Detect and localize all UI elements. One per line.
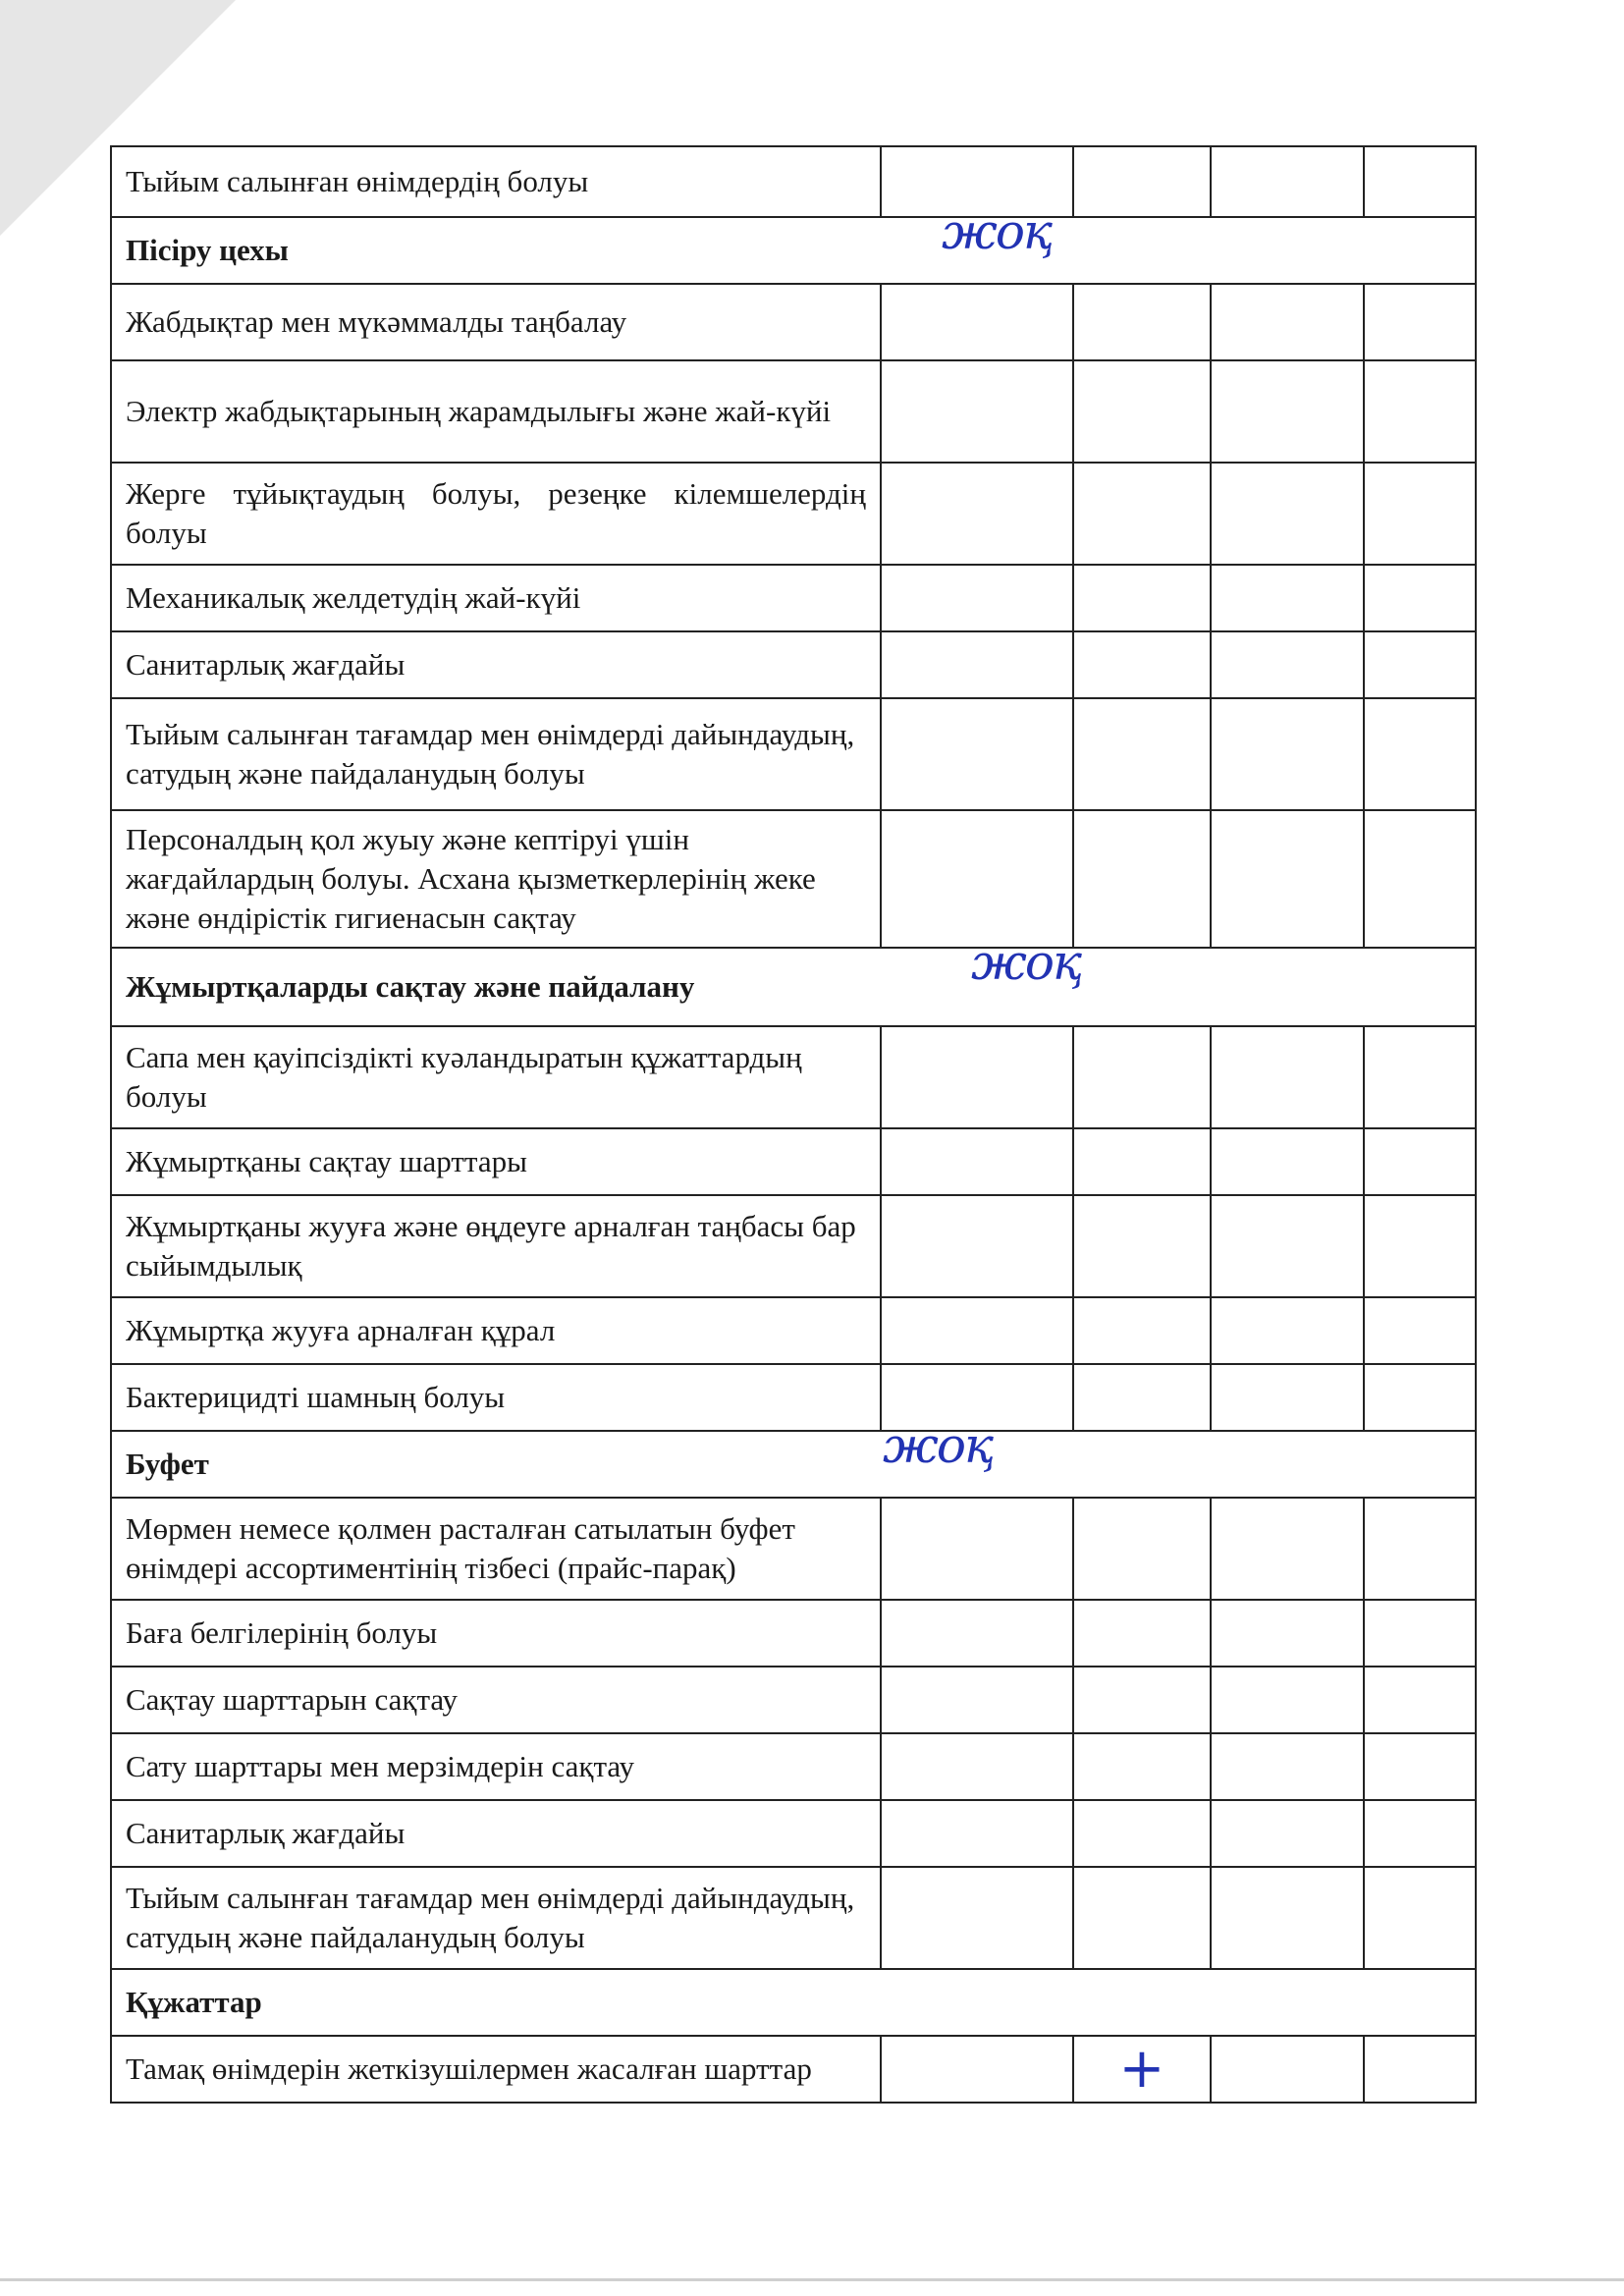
mark-cell[interactable] — [1364, 1128, 1476, 1195]
section-title: Пісіру цехы — [126, 233, 289, 267]
mark-cell[interactable] — [881, 1867, 1073, 1969]
section-title: Құжаттар — [126, 1985, 262, 2019]
criterion-cell — [111, 1800, 881, 1867]
criterion-label: Бактерицидті шамның болуы — [126, 1380, 506, 1414]
criterion-row — [111, 284, 1476, 360]
mark-cell[interactable] — [1211, 1667, 1364, 1733]
mark-cell[interactable] — [1073, 1600, 1211, 1667]
checklist-table — [110, 145, 1477, 2104]
mark-cell[interactable] — [1073, 1733, 1211, 1800]
criterion-label: Тыйым салынған тағамдар мен өнімдерді дайындаудың, сатудың және пайдаланудың болуы — [126, 717, 855, 791]
criterion-cell — [111, 1600, 881, 1667]
scan-bottom-edge — [0, 2278, 1624, 2281]
mark-cell[interactable] — [881, 360, 1073, 463]
criterion-cell — [111, 565, 881, 631]
mark-cell[interactable] — [881, 1026, 1073, 1128]
mark-cell[interactable] — [1073, 1128, 1211, 1195]
section-row — [111, 948, 1476, 1026]
mark-cell[interactable] — [1211, 631, 1364, 698]
criterion-label: Персоналдың қол жуыу және кептіруі үшін жағдайлардың болуы. Асхана қызметкерлерінің жеке және өндірістік гигиенасын сақтау — [126, 822, 816, 935]
mark-cell[interactable] — [1073, 1800, 1211, 1867]
criterion-label: Жабдықтар мен мүкәммалды таңбалау — [126, 304, 627, 339]
mark-cell[interactable] — [881, 1498, 1073, 1600]
mark-cell[interactable] — [881, 810, 1073, 948]
mark-cell[interactable] — [1364, 1026, 1476, 1128]
criterion-row — [111, 810, 1476, 948]
criterion-row — [111, 1600, 1476, 1667]
mark-cell[interactable] — [1211, 810, 1364, 948]
mark-cell[interactable] — [1211, 146, 1364, 217]
criterion-cell — [111, 1733, 881, 1800]
section-title: Буфет — [126, 1447, 209, 1481]
mark-cell[interactable] — [881, 2036, 1073, 2103]
mark-cell[interactable] — [881, 284, 1073, 360]
mark-cell[interactable] — [1211, 1600, 1364, 1667]
mark-cell[interactable] — [1211, 1733, 1364, 1800]
criterion-row — [111, 146, 1476, 217]
mark-cell[interactable] — [1073, 631, 1211, 698]
mark-cell[interactable] — [1364, 810, 1476, 948]
section-header — [111, 203, 1476, 284]
mark-cell[interactable] — [881, 565, 1073, 631]
mark-cell[interactable] — [881, 1128, 1073, 1195]
mark-cell[interactable] — [1073, 284, 1211, 360]
mark-cell[interactable] — [1364, 146, 1476, 217]
mark-cell[interactable] — [1364, 284, 1476, 360]
handwritten-note: жоқ — [942, 203, 1052, 260]
criterion-row — [111, 1800, 1476, 1867]
mark-cell[interactable] — [1073, 698, 1211, 810]
criterion-label: Механикалық желдетудің жай-күйі — [126, 580, 581, 615]
criterion-cell — [111, 698, 881, 810]
mark-cell[interactable] — [1364, 1297, 1476, 1364]
mark-cell[interactable] — [881, 1297, 1073, 1364]
criterion-label: Жұмыртқаны сақтау шарттары — [126, 1144, 527, 1178]
mark-cell[interactable] — [881, 1667, 1073, 1733]
criterion-row — [111, 1297, 1476, 1364]
mark-cell[interactable] — [881, 1800, 1073, 1867]
mark-cell[interactable] — [1211, 1800, 1364, 1867]
criterion-cell — [111, 146, 881, 217]
criterion-label: Жұмыртқа жууға арналған құрал — [126, 1313, 556, 1347]
mark-cell[interactable] — [1364, 360, 1476, 463]
mark-cell[interactable] — [1073, 146, 1211, 217]
criterion-label: Санитарлық жағдайы — [126, 647, 406, 682]
criterion-cell — [111, 1867, 881, 1969]
criterion-row — [111, 463, 1476, 565]
criterion-label: Жұмыртқаны жууға және өңдеуге арналған таңбасы бар сыйымдылық — [126, 1209, 856, 1283]
criterion-row — [111, 1867, 1476, 1969]
checklist-body — [111, 146, 1476, 2103]
criterion-label: Мөрмен немесе қолмен расталған сатылатын буфет өнімдері ассортиментінің тізбесі (прайс-парақ) — [126, 1511, 795, 1585]
criterion-label: Сату шарттары мен мерзімдерін сақтау — [126, 1749, 635, 1783]
section-row — [111, 1969, 1476, 2036]
criterion-row — [111, 360, 1476, 463]
mark-cell[interactable] — [1211, 1195, 1364, 1297]
mark-cell[interactable] — [1364, 463, 1476, 565]
mark-cell[interactable] — [1211, 698, 1364, 810]
mark-cell[interactable] — [1364, 1867, 1476, 1969]
mark-cell[interactable] — [1211, 360, 1364, 463]
criterion-label: Санитарлық жағдайы — [126, 1816, 406, 1850]
criterion-cell — [111, 2036, 881, 2103]
mark-cell[interactable] — [1073, 1867, 1211, 1969]
mark-cell[interactable] — [1364, 1498, 1476, 1600]
criterion-cell — [111, 1667, 881, 1733]
section-header — [111, 1417, 1476, 1498]
criterion-label: Тыйым салынған тағамдар мен өнімдерді дайындаудың, сатудың және пайдаланудың болуы — [126, 1881, 855, 1954]
criterion-row — [111, 1195, 1476, 1297]
mark-cell[interactable] — [1364, 1667, 1476, 1733]
mark-cell[interactable] — [1211, 463, 1364, 565]
criterion-cell — [111, 1026, 881, 1128]
section-row — [111, 217, 1476, 284]
mark-cell[interactable] — [1073, 565, 1211, 631]
mark-cell[interactable] — [1364, 1364, 1476, 1431]
mark-cell[interactable] — [1211, 1128, 1364, 1195]
criterion-row — [111, 565, 1476, 631]
mark-cell[interactable] — [1073, 1667, 1211, 1733]
mark-cell[interactable] — [1073, 2036, 1211, 2103]
mark-cell[interactable] — [1211, 1297, 1364, 1364]
criterion-row — [111, 1498, 1476, 1600]
mark-cell[interactable] — [1073, 463, 1211, 565]
criterion-cell — [111, 284, 881, 360]
section-header — [111, 934, 1476, 1026]
mark-cell[interactable] — [1364, 698, 1476, 810]
mark-cell[interactable] — [1211, 2036, 1364, 2103]
criterion-label: Жерге тұйықтаудың болуы, резеңке кілемшелердің болуы — [126, 476, 866, 550]
criterion-row — [111, 1128, 1476, 1195]
checklist-sheet — [110, 145, 1475, 2104]
mark-cell[interactable] — [881, 1733, 1073, 1800]
mark-cell[interactable] — [881, 1195, 1073, 1297]
mark-cell[interactable] — [1364, 1800, 1476, 1867]
mark-cell[interactable] — [1073, 360, 1211, 463]
mark-cell[interactable] — [1364, 2036, 1476, 2103]
criterion-cell — [111, 631, 881, 698]
criterion-label: Электр жабдықтарының жарамдылығы және жай-күйі — [126, 394, 832, 428]
handwritten-note: жоқ — [971, 934, 1081, 991]
criterion-label: Баға белгілерінің болуы — [126, 1615, 438, 1650]
mark-cell[interactable] — [881, 631, 1073, 698]
handwritten-plus-mark: + — [1118, 2037, 1165, 2101]
section-title: Жұмыртқаларды сақтау және пайдалану — [126, 969, 695, 1004]
mark-cell[interactable] — [1073, 1195, 1211, 1297]
criterion-row — [111, 631, 1476, 698]
criterion-row — [111, 1364, 1476, 1431]
criterion-cell — [111, 1364, 881, 1431]
mark-cell[interactable] — [1073, 1297, 1211, 1364]
mark-cell[interactable] — [881, 1600, 1073, 1667]
criterion-label: Тыйым салынған өнімдердің болуы — [126, 164, 589, 198]
criterion-cell — [111, 810, 881, 948]
handwritten-note: жоқ — [883, 1417, 993, 1474]
mark-cell[interactable] — [1211, 565, 1364, 631]
mark-cell[interactable] — [1364, 565, 1476, 631]
mark-cell[interactable] — [1211, 1867, 1364, 1969]
mark-cell[interactable] — [1211, 1498, 1364, 1600]
criterion-cell — [111, 1128, 881, 1195]
criterion-label: Сапа мен қауіпсіздікті куәландыратын құжаттардың болуы — [126, 1040, 802, 1114]
mark-cell[interactable] — [1364, 1600, 1476, 1667]
criterion-cell — [111, 463, 881, 565]
mark-cell[interactable] — [881, 463, 1073, 565]
mark-cell[interactable] — [1211, 1026, 1364, 1128]
mark-cell[interactable] — [1073, 1026, 1211, 1128]
criterion-cell — [111, 1297, 881, 1364]
criterion-cell — [111, 360, 881, 463]
criterion-row — [111, 1667, 1476, 1733]
mark-cell[interactable] — [1073, 1498, 1211, 1600]
criterion-label: Сақтау шарттарын сақтау — [126, 1682, 459, 1717]
section-row — [111, 1431, 1476, 1498]
mark-cell[interactable] — [1211, 284, 1364, 360]
criterion-label: Тамақ өнімдерін жеткізушілермен жасалған шарттар — [126, 2051, 812, 2086]
mark-cell[interactable] — [881, 698, 1073, 810]
criterion-row — [111, 698, 1476, 810]
mark-cell[interactable] — [1364, 631, 1476, 698]
mark-cell[interactable] — [1211, 1364, 1364, 1431]
criterion-row — [111, 2036, 1476, 2103]
mark-cell[interactable] — [1073, 1364, 1211, 1431]
mark-cell[interactable] — [1364, 1733, 1476, 1800]
section-header — [111, 1969, 1476, 2036]
mark-cell[interactable] — [1073, 810, 1211, 948]
criterion-cell — [111, 1195, 881, 1297]
criterion-cell — [111, 1498, 881, 1600]
mark-cell[interactable] — [1364, 1195, 1476, 1297]
criterion-row — [111, 1026, 1476, 1128]
criterion-row — [111, 1733, 1476, 1800]
